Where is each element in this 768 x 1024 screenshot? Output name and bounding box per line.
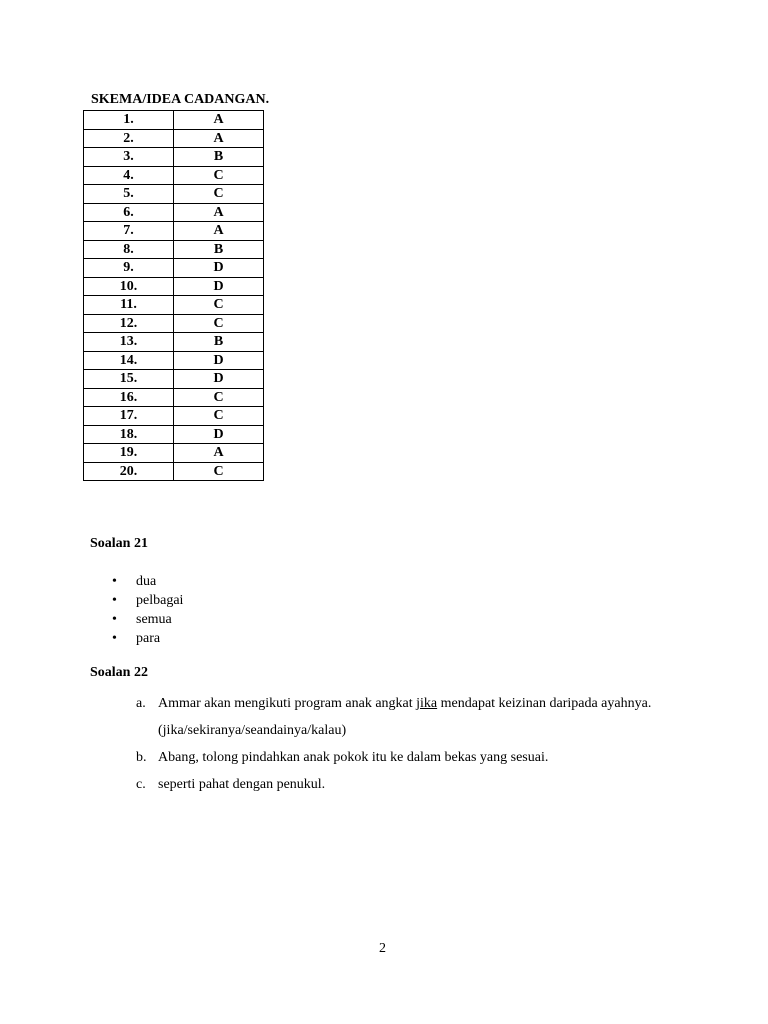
question-number-cell: 16.: [84, 388, 174, 407]
question-number-cell: 19.: [84, 444, 174, 463]
question-number-cell: 2.: [84, 129, 174, 148]
answer-row: [84, 351, 264, 370]
answer-row: [84, 222, 264, 241]
question-number-cell: 11.: [84, 296, 174, 315]
answer-row: [84, 259, 264, 278]
q22-item-text: Ammar akan mengikuti program anak angkat: [158, 696, 417, 711]
answer-cell: B: [174, 333, 264, 352]
q21-item-text: dua: [136, 574, 157, 589]
q21-item-text: para: [136, 631, 161, 646]
answer-cell: D: [174, 259, 264, 278]
answer-row: [84, 148, 264, 167]
answer-cell: C: [174, 296, 264, 315]
question-number-cell: 20.: [84, 462, 174, 481]
answer-row: [84, 462, 264, 481]
q22-item-marker: c.: [136, 777, 146, 792]
answer-cell: C: [174, 462, 264, 481]
q22-item: [136, 771, 678, 798]
answer-cell: C: [174, 166, 264, 185]
answer-row: [84, 425, 264, 444]
question-number-cell: 13.: [84, 333, 174, 352]
answer-table: [83, 110, 264, 481]
q21-list-item: [112, 572, 183, 591]
q22-title: Soalan 22: [90, 665, 148, 680]
answer-cell: C: [174, 407, 264, 426]
question-number-cell: 7.: [84, 222, 174, 241]
bullet-icon: •: [112, 593, 117, 608]
q22-item-text: Abang, tolong pindahkan anak pokok itu ke dalam bekas yang sesuai.: [158, 750, 549, 765]
answer-cell: C: [174, 185, 264, 204]
question-number-cell: 1.: [84, 111, 174, 130]
q22-item-text-after: mendapat keizinan daripada ayahnya. (jika/sekiranya/seandainya/kalau): [158, 696, 652, 738]
q21-list-item: [112, 629, 183, 648]
answer-cell: A: [174, 203, 264, 222]
answer-row: [84, 185, 264, 204]
question-number-cell: 3.: [84, 148, 174, 167]
question-number-cell: 6.: [84, 203, 174, 222]
answer-row: [84, 111, 264, 130]
q22-item-marker: a.: [136, 696, 146, 711]
q22-item-marker: b.: [136, 750, 147, 765]
question-number-cell: 18.: [84, 425, 174, 444]
page-number: 2: [379, 941, 386, 956]
answer-row: [84, 166, 264, 185]
answer-cell: D: [174, 425, 264, 444]
answer-cell: D: [174, 351, 264, 370]
answer-cell: D: [174, 277, 264, 296]
answer-cell: A: [174, 129, 264, 148]
question-number-cell: 14.: [84, 351, 174, 370]
answer-row: [84, 129, 264, 148]
question-number-cell: 4.: [84, 166, 174, 185]
question-number-cell: 9.: [84, 259, 174, 278]
question-number-cell: 17.: [84, 407, 174, 426]
answer-row: [84, 296, 264, 315]
bullet-icon: •: [112, 612, 117, 627]
answer-row: [84, 277, 264, 296]
answer-cell: C: [174, 388, 264, 407]
question-number-cell: 8.: [84, 240, 174, 259]
question-number-cell: 5.: [84, 185, 174, 204]
answer-row: [84, 203, 264, 222]
answer-row: [84, 314, 264, 333]
q22-item-text: seperti pahat dengan penukul.: [158, 777, 326, 792]
answer-row: [84, 333, 264, 352]
answer-row: [84, 407, 264, 426]
q21-list: [112, 572, 183, 648]
q22-list: [136, 690, 678, 798]
answer-row: [84, 444, 264, 463]
answer-scheme-heading: SKEMA/IDEA CADANGAN.: [91, 92, 270, 107]
q21-item-text: pelbagai: [136, 593, 184, 608]
answer-cell: A: [174, 222, 264, 241]
answer-cell: A: [174, 444, 264, 463]
question-number-cell: 10.: [84, 277, 174, 296]
bullet-icon: •: [112, 631, 117, 646]
q22-item: [136, 690, 678, 744]
answer-cell: B: [174, 240, 264, 259]
answer-row: [84, 370, 264, 389]
answer-row: [84, 388, 264, 407]
q21-list-item: [112, 610, 183, 629]
q22-item: [136, 744, 678, 771]
q21-title: Soalan 21: [90, 536, 148, 551]
q21-item-text: semua: [136, 612, 172, 627]
q22-item-underlined: jika: [416, 696, 438, 711]
answer-cell: C: [174, 314, 264, 333]
q21-list-item: [112, 591, 183, 610]
bullet-icon: •: [112, 574, 117, 589]
question-number-cell: 12.: [84, 314, 174, 333]
question-number-cell: 15.: [84, 370, 174, 389]
answer-cell: D: [174, 370, 264, 389]
answer-cell: A: [174, 111, 264, 130]
answer-row: [84, 240, 264, 259]
answer-cell: B: [174, 148, 264, 167]
